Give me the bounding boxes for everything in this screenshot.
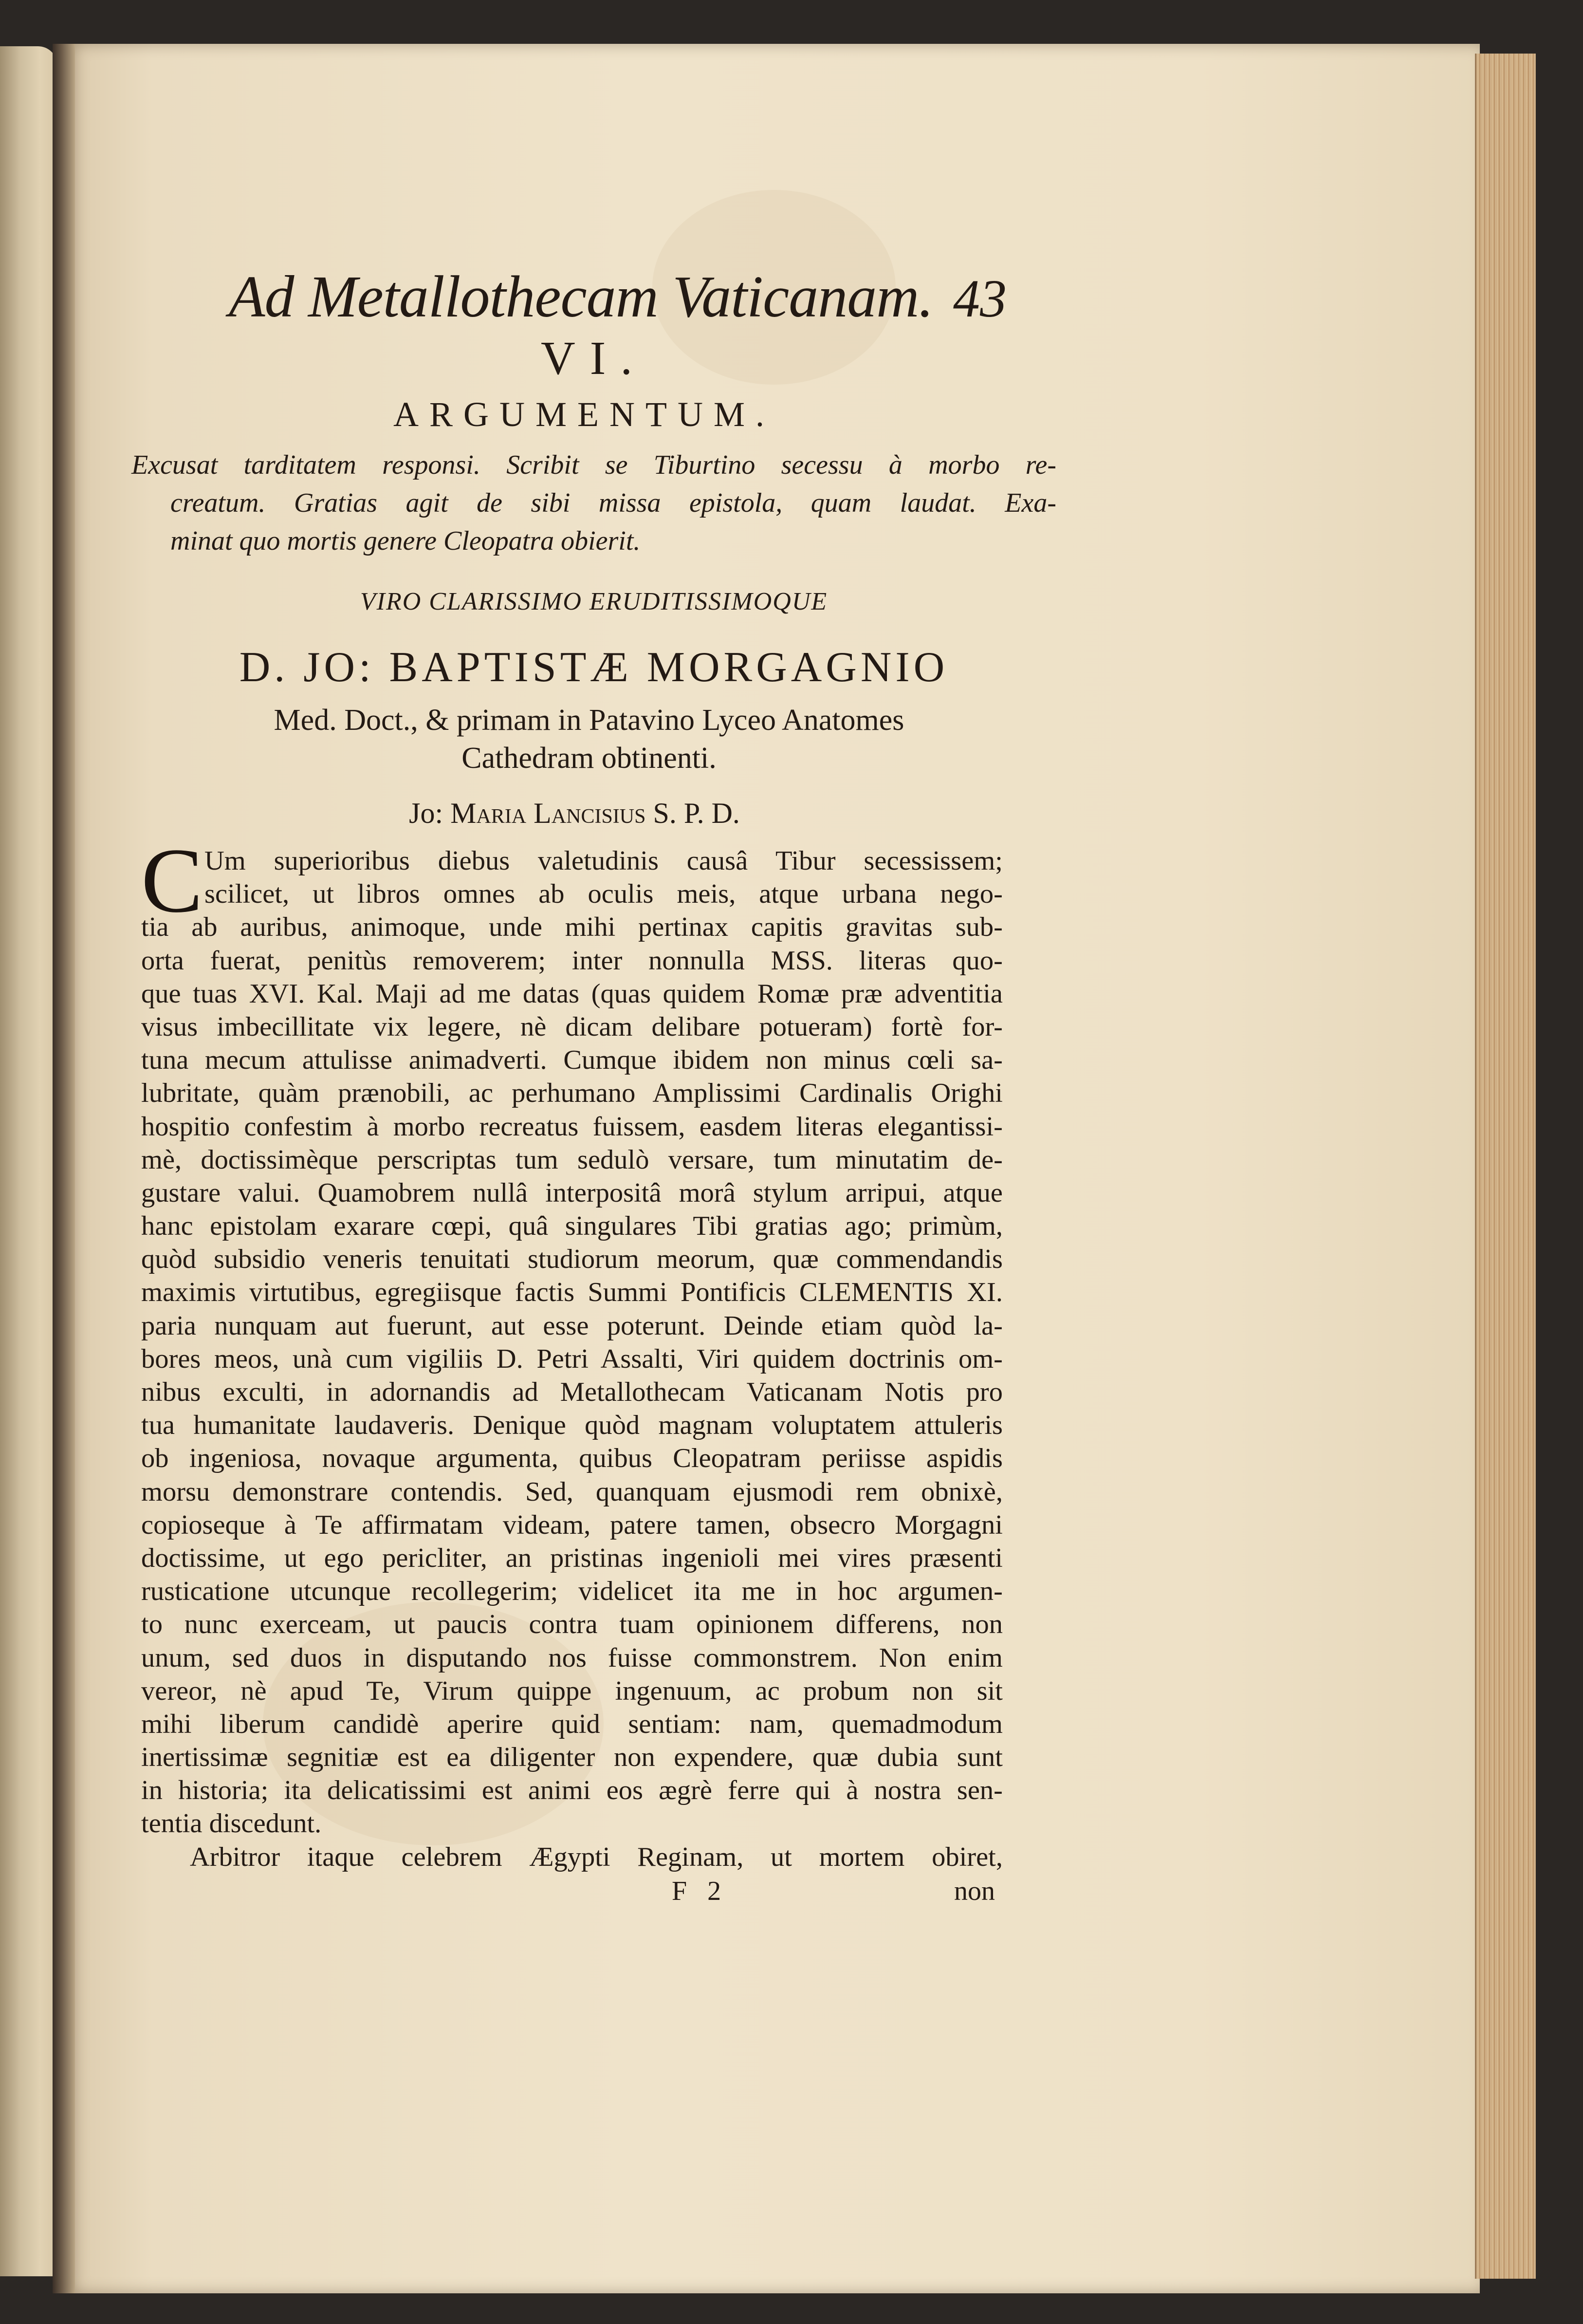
body-line: bores meos, unà cum vigiliis D. Petri Assalti, Viri quidem doctrinis om- xyxy=(141,1343,1003,1374)
body-line: nibus exculti, in adornandis ad Metallothecam Vaticanam Notis pro xyxy=(141,1377,1003,1407)
body-line: scilicet, ut libros omnes ab oculis meis, atque urbana nego- xyxy=(204,879,1003,910)
body-line: doctissime, ut ego pericliter, an pristinas ingenioli mei vires præsenti xyxy=(141,1543,1003,1573)
argument-heading: ARGUMENTUM. xyxy=(393,395,775,434)
body-line: vereor, nè apud Te, Virum quippe ingenuum, ac probum non sit xyxy=(141,1675,1003,1706)
body-line: lubritate, quàm prænobili, ac perhumano Amplissimi Cardinalis Orighi xyxy=(141,1078,1003,1109)
body-line: tua humanitate laudaveris. Denique quòd magnam voluptatem attuleris xyxy=(141,1410,1003,1441)
body-line: in historia; ita delicatissimi est animi eos ægrè ferre qui à nostra sen- xyxy=(141,1775,1003,1806)
body-line: quòd subsidio veneris tenuitati studiorum meorum, quæ commendandis xyxy=(141,1244,1003,1275)
argument-line: creatum. Gratias agit de sibi missa epistola, quam laudat. Exa- xyxy=(170,488,1056,518)
body-line: Arbitror itaque celebrem Ægypti Reginam, ut mortem obiret, xyxy=(190,1841,1003,1872)
body-line: gustare valui. Quamobrem nullâ interpositâ morâ stylum arripui, atque xyxy=(141,1177,1003,1208)
body-line: Um superioribus diebus valetudinis causâ Tibur secessissem; xyxy=(204,846,1003,876)
body-line: hospitio confestim à morbo recreatus fuissem, easdem literas elegantissi- xyxy=(141,1111,1003,1142)
recipient-title-line: Cathedram obtinenti. xyxy=(461,742,717,775)
catchword: non xyxy=(954,1876,995,1906)
page-fore-edge xyxy=(1475,54,1536,2279)
running-head xyxy=(141,263,1008,336)
body-line: inertissimæ segnitiæ est ea diligenter non expendere, quæ dubia sunt xyxy=(141,1742,1003,1773)
body-line: rusticatione utcunque recollegerim; videlicet ita me in hoc argumen- xyxy=(141,1576,1003,1607)
body-line: maximis virtutibus, egregiisque factis Summi Pontificis CLEMENTIS XI. xyxy=(141,1277,1003,1308)
body-line: paria nunquam aut fuerunt, aut esse poterunt. Deinde etiam quòd la- xyxy=(141,1310,1003,1341)
body-line: tentia discedunt. xyxy=(141,1808,322,1839)
left-page-edge xyxy=(0,46,57,2276)
body-line: ob ingeniosa, novaque argumenta, quibus Cleopatram periisse aspidis xyxy=(141,1443,1003,1474)
argument-summary xyxy=(131,446,1056,560)
signature-mark: F 2 xyxy=(672,1876,728,1906)
body-line: que tuas XVI. Kal. Maji ad me datas (quas quidem Romæ præ adventitia xyxy=(141,978,1003,1009)
body-line: mihi liberum candidè aperire quid sentiam: nam, quemadmodum xyxy=(141,1709,1003,1739)
page-footer xyxy=(141,1874,1008,1913)
recipient-title xyxy=(170,701,1008,777)
body-line: hanc epistolam exarare cœpi, quâ singulares Tibi gratias ago; primùm, xyxy=(141,1211,1003,1242)
sender-name: Maria Lancisius xyxy=(450,797,646,829)
body-line: orta fuerat, penitùs removerem; inter nonnulla MSS. literas quo- xyxy=(141,945,1003,976)
dedication-line: VIRO CLARISSIMO ERUDITISSIMOQUE xyxy=(360,588,828,615)
body-line: to nunc exerceam, ut paucis contra tuam opinionem differens, non xyxy=(141,1609,1003,1640)
letter-body xyxy=(141,830,1003,1874)
body-line: copioseque à Te affirmatam videam, patere tamen, obsecro Morgagni xyxy=(141,1509,1003,1540)
recipient-title-line: Med. Doct., & primam in Patavino Lyceo Anatomes xyxy=(274,704,904,737)
body-line: morsu demonstrare contendis. Sed, quanquam ejusmodi rem obnixè, xyxy=(141,1476,1003,1507)
sender-prefix: Jo: xyxy=(409,797,451,829)
section-number: VI. xyxy=(541,332,647,385)
sender-line xyxy=(141,797,1008,840)
drop-cap: C xyxy=(141,830,203,932)
body-line: visus imbecillitate vix legere, nè dicam delibare potueram) fortè for- xyxy=(141,1011,1003,1042)
book-gutter xyxy=(53,44,75,2293)
argument-line: minat quo mortis genere Cleopatra obierit. xyxy=(170,526,641,556)
body-line: unum, sed duos in disputando nos fuisse commonstrem. Non enim xyxy=(141,1642,1003,1673)
sender-suffix: S. P. D. xyxy=(645,797,740,829)
page-text-block xyxy=(131,263,1056,1913)
body-line: mè, doctissimèque perscriptas tum sedulò versare, tum minutatim de- xyxy=(141,1144,1003,1175)
running-title: Ad Metallothecam Vaticanam. xyxy=(229,264,933,330)
recipient-name: D. JO: BAPTISTÆ MORGAGNIO xyxy=(239,644,949,691)
body-line: tia ab auribus, animoque, unde mihi pertinax capitis gravitas sub- xyxy=(141,912,1003,943)
argument-line: Excusat tarditatem responsi. Scribit se Tiburtino secessu à morbo re- xyxy=(131,450,1056,480)
body-line: tuna mecum attulisse animadverti. Cumque ibidem non minus cœli sa- xyxy=(141,1045,1003,1076)
page-number: 43 xyxy=(953,269,1007,328)
